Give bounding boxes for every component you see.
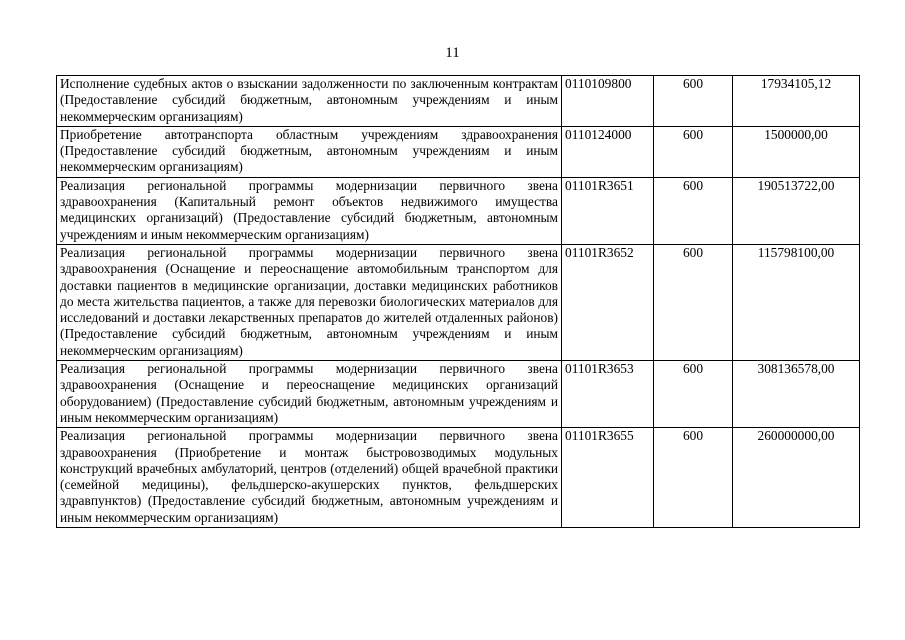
row-description: Реализация региональной программы модернизации первичного звена здравоохранения (Оснащение и переоснащение автомобильным транспортом для доставки пациентов в медицинские организации, доставки медицинских работников до места жительства пациентов, а также для перевозки биологических материалов для исследований и доставки лекарственных препаратов до жителей отдаленных районов) (Предоставление субсидий бюджетным, автономным учреждениям и иным некоммерческим организациям) <box>57 244 562 360</box>
budget-table <box>56 75 860 528</box>
row-code: 0110109800 <box>562 76 654 127</box>
row-amount: 115798100,00 <box>733 244 860 360</box>
row-code: 01101R3655 <box>562 428 654 528</box>
row-code: 01101R3651 <box>562 177 654 244</box>
row-description: Исполнение судебных актов о взыскании задолженности по заключенным контрактам (Предоставление субсидий бюджетным, автономным учреждениям и иным некоммерческим организациям) <box>57 76 562 127</box>
row-expense-type: 600 <box>654 177 733 244</box>
row-code: 01101R3653 <box>562 361 654 428</box>
table-row <box>57 428 860 528</box>
row-expense-type: 600 <box>654 428 733 528</box>
table-row <box>57 76 860 127</box>
row-code: 01101R3652 <box>562 244 654 360</box>
row-expense-type: 600 <box>654 244 733 360</box>
table-row <box>57 361 860 428</box>
row-expense-type: 600 <box>654 361 733 428</box>
row-description: Реализация региональной программы модернизации первичного звена здравоохранения (Капитальный ремонт объектов недвижимого имущества медицинских организаций) (Предоставление субсидий бюджетным, автономным учреждениям и иным некоммерческим организациям) <box>57 177 562 244</box>
table-row <box>57 244 860 360</box>
page-number: 11 <box>445 45 460 61</box>
table-row <box>57 126 860 177</box>
row-description: Реализация региональной программы модернизации первичного звена здравоохранения (Оснащение и переоснащение медицинских организаций оборудованием) (Предоставление субсидий бюджетным, автономным учреждениям и иным некоммерческим организациям) <box>57 361 562 428</box>
row-description: Реализация региональной программы модернизации первичного звена здравоохранения (Приобретение и монтаж быстровозводимых модульных конструкций врачебных амбулаторий, центров (отделений) общей врачебной практики (семейной медицины), фельдшерско-акушерских пунктов, фельдшерских здравпунктов) (Предоставление субсидий бюджетным, автономным учреждениям и иным некоммерческим организациям) <box>57 428 562 528</box>
table-row <box>57 177 860 244</box>
row-amount: 190513722,00 <box>733 177 860 244</box>
row-amount: 1500000,00 <box>733 126 860 177</box>
row-expense-type: 600 <box>654 76 733 127</box>
row-amount: 260000000,00 <box>733 428 860 528</box>
row-code: 0110124000 <box>562 126 654 177</box>
row-amount: 308136578,00 <box>733 361 860 428</box>
row-amount: 17934105,12 <box>733 76 860 127</box>
row-description: Приобретение автотранспорта областным учреждениям здравоохранения (Предоставление субсидий бюджетным, автономным учреждениям и иным некоммерческим организациям) <box>57 126 562 177</box>
row-expense-type: 600 <box>654 126 733 177</box>
